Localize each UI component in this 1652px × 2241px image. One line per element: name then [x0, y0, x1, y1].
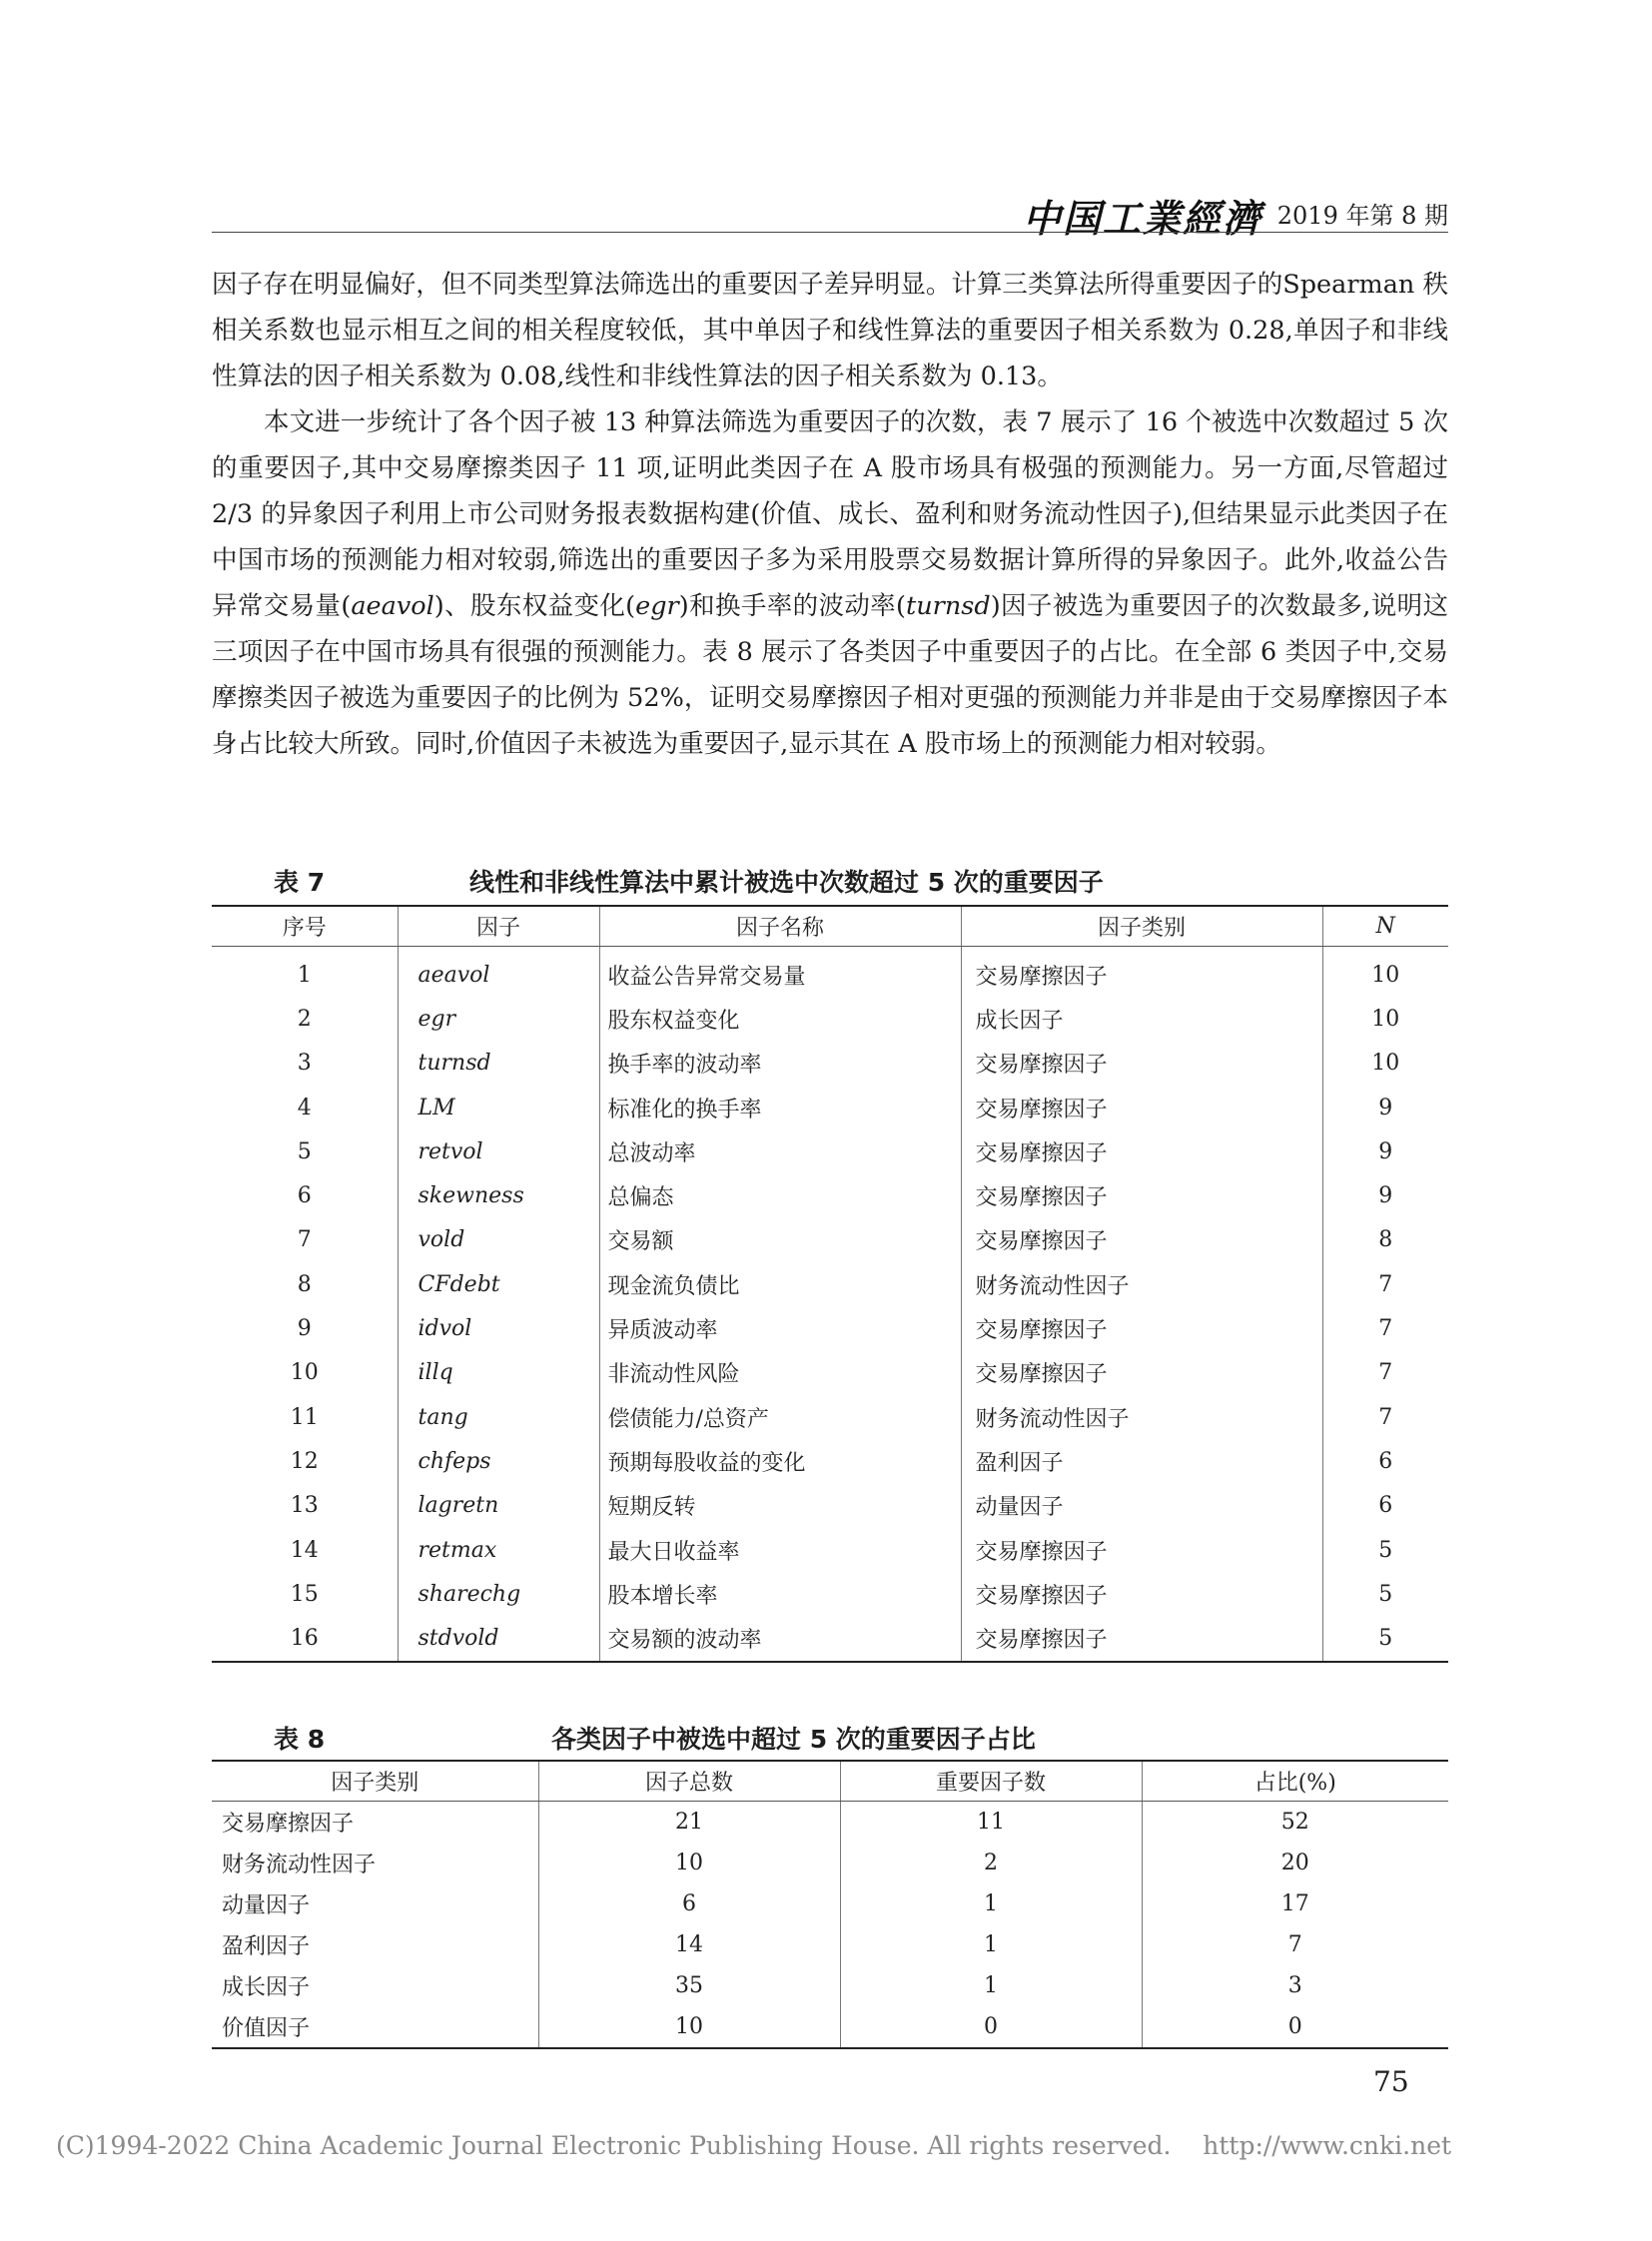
cell-n: 9: [1322, 1129, 1448, 1173]
table8-caption: [212, 1720, 1448, 1754]
table-row: [212, 1572, 1448, 1616]
cell-index: 9: [297, 1316, 312, 1342]
cell-share: 0: [1142, 2006, 1448, 2048]
cell-n: 7: [1322, 1395, 1448, 1439]
cell-factor-name: 短期反转: [599, 1484, 961, 1528]
cell-factor: stdvold: [398, 1616, 599, 1661]
cell-index: 3: [297, 1051, 312, 1077]
cell-n: 7: [1322, 1351, 1448, 1395]
cell-category: 盈利因子: [961, 1439, 1322, 1483]
cell-factor-name: 交易额: [599, 1218, 961, 1262]
table8-header-category: 因子类别: [212, 1761, 538, 1802]
running-header: [212, 188, 1448, 241]
table-row: [212, 1616, 1448, 1661]
cell-index: 16: [290, 1626, 319, 1652]
table-row: [212, 997, 1448, 1041]
cell-factor-name: 交易额的波动率: [599, 1616, 961, 1661]
cell-important: 2: [840, 1843, 1142, 1883]
p2-text-b: )、股东权益变化(: [433, 591, 636, 621]
p2-text-c: )和换手率的波动率(: [678, 591, 907, 621]
cell-n: 6: [1322, 1484, 1448, 1528]
cell-index: 13: [290, 1493, 319, 1519]
table-row: [212, 1924, 1448, 1965]
table-row: [212, 1262, 1448, 1306]
paragraph-1: 因子存在明显偏好，但不同类型算法筛选出的重要因子差异明显。计算三类算法所得重要因子的Spearman 秩相关系数也显示相互之间的相关程度较低，其中单因子和线性算法的重要因子相关系数为 0.28,单因子和非线性算法的因子相关系数为 0.08,线性和非线性算法的因子相关系数为 0.13。: [212, 270, 1448, 391]
cell-factor: CFdebt: [398, 1262, 599, 1306]
cell-total: 10: [538, 2006, 840, 2048]
p2-text-a: 本文进一步统计了各个因子被 13 种算法筛选为重要因子的次数，表 7 展示了 16 个被选中次数超过 5 次的重要因子,其中交易摩擦类因子 11 项,证明此类因子在 A 股市场具有极强的预测能力。另一方面,尽管超过 2/3 的异象因子利用上市公司财务报表数据构建(价值、成长、盈利和财务流动性因子),但结果显示此类因子在中国市场的预测能力相对较弱,筛选出的重要因子多为采用股票交易数据计算所得的异象因子。此外,收益公告异常交易量(: [212, 407, 1448, 621]
cell-category: 交易摩擦因子: [961, 1351, 1322, 1395]
cell-index: 11: [290, 1404, 319, 1430]
header-rule: [212, 232, 1448, 233]
cell-category: 交易摩擦因子: [222, 1812, 355, 1837]
cell-n: 10: [1322, 997, 1448, 1041]
cell-share: 17: [1142, 1883, 1448, 1924]
table8-header-total: 因子总数: [538, 1761, 840, 1802]
cell-total: 10: [538, 1843, 840, 1883]
cell-important: 1: [840, 1965, 1142, 2006]
table-row: [212, 1086, 1448, 1129]
cell-share: 3: [1142, 1965, 1448, 2006]
cell-factor: vold: [398, 1218, 599, 1262]
cell-factor-name: 换手率的波动率: [599, 1042, 961, 1086]
cell-category: 成长因子: [961, 997, 1322, 1041]
table8: [212, 1760, 1448, 2049]
cell-n: 5: [1322, 1572, 1448, 1616]
body-text: [212, 262, 1448, 767]
table-row: [212, 1306, 1448, 1350]
cell-n: 5: [1322, 1616, 1448, 1661]
table7-header-name: 因子名称: [599, 906, 961, 947]
cell-total: 35: [538, 1965, 840, 2006]
cell-category: 财务流动性因子: [961, 1395, 1322, 1439]
cell-category: 交易摩擦因子: [961, 1218, 1322, 1262]
table-row: [212, 1218, 1448, 1262]
table-row: [212, 947, 1448, 998]
cell-index: 2: [297, 1006, 312, 1032]
cell-n: 10: [1322, 1042, 1448, 1086]
cell-index: 8: [297, 1271, 312, 1297]
cell-total: 21: [538, 1802, 840, 1844]
table7: [212, 905, 1448, 1663]
journal-name: 中国工業經濟: [1022, 196, 1262, 241]
cell-factor: turnsd: [398, 1042, 599, 1086]
paragraph-2: [212, 399, 1448, 767]
cell-index: 5: [297, 1138, 312, 1164]
cell-factor-name: 总偏态: [599, 1173, 961, 1217]
table-row: [212, 1129, 1448, 1173]
table7-header-n: N: [1322, 906, 1448, 947]
table8-header-important: 重要因子数: [840, 1761, 1142, 1802]
table-row: [212, 1484, 1448, 1528]
p2-text-d: )因子被选为重要因子的次数最多,说明这三项因子在中国市场具有很强的预测能力。表 8 展示了各类因子中重要因子的占比。在全部 6 类因子中,交易摩擦类因子被选为重要因子的比例为 52%，证明交易摩擦因子相对更强的预测能力并非是由于交易摩擦因子本身占比较大所致。同时,价值因子未被选为重要因子,显示其在 A 股市场上的预测能力相对较弱。: [212, 591, 1448, 759]
table7-header-index: 序号: [212, 906, 398, 947]
table-row: [212, 1965, 1448, 2006]
cell-share: 7: [1142, 1924, 1448, 1965]
cell-factor-name: 最大日收益率: [599, 1528, 961, 1572]
cell-factor: illq: [398, 1351, 599, 1395]
cell-category: 交易摩擦因子: [961, 1528, 1322, 1572]
table-row: [212, 1395, 1448, 1439]
cell-index: 6: [297, 1183, 312, 1209]
cell-important: 0: [840, 2006, 1142, 2048]
p2-factor-egr: egr: [635, 591, 679, 621]
table7-title: 线性和非线性算法中累计被选中次数超过 5 次的重要因子: [469, 868, 1104, 897]
cell-category: 交易摩擦因子: [961, 1572, 1322, 1616]
table7-body: [212, 947, 1448, 1662]
cell-factor: retmax: [398, 1528, 599, 1572]
cell-factor-name: 股本增长率: [599, 1572, 961, 1616]
cell-n: 8: [1322, 1218, 1448, 1262]
table-row: [212, 1351, 1448, 1395]
page-number: 75: [1373, 2065, 1409, 2098]
table7-header-row: [212, 906, 1448, 947]
cell-important: 1: [840, 1924, 1142, 1965]
copyright-notice: (C)1994-2022 China Academic Journal Electronic Publishing House. All rights reserved. http://www.cnki.net: [56, 2131, 1452, 2160]
p2-factor-turnsd: turnsd: [906, 591, 991, 621]
cell-factor: sharechg: [398, 1572, 599, 1616]
cell-factor: tang: [398, 1395, 599, 1439]
cell-n: 7: [1322, 1262, 1448, 1306]
cell-important: 11: [840, 1802, 1142, 1844]
cell-important: 1: [840, 1883, 1142, 1924]
cell-category: 交易摩擦因子: [961, 1173, 1322, 1217]
cell-share: 52: [1142, 1802, 1448, 1844]
cell-share: 20: [1142, 1843, 1448, 1883]
cell-index: 7: [297, 1227, 312, 1253]
table8-body: [212, 1802, 1448, 2049]
cell-index: 14: [290, 1537, 319, 1563]
cell-factor: aeavol: [398, 947, 599, 998]
cell-factor-name: 异质波动率: [599, 1306, 961, 1350]
cell-factor-name: 股东权益变化: [599, 997, 961, 1041]
table-row: [212, 1802, 1448, 1844]
cell-factor: idvol: [398, 1306, 599, 1350]
table-row: [212, 1528, 1448, 1572]
table7-header-category: 因子类别: [961, 906, 1322, 947]
cell-category: 财务流动性因子: [961, 1262, 1322, 1306]
table-row: [212, 1042, 1448, 1086]
cell-total: 14: [538, 1924, 840, 1965]
cell-category: 交易摩擦因子: [961, 1306, 1322, 1350]
cell-category: 盈利因子: [222, 1934, 311, 1959]
cell-n: 9: [1322, 1086, 1448, 1129]
cell-factor: chfeps: [398, 1439, 599, 1483]
cell-category: 成长因子: [222, 1975, 311, 2000]
table-row: [212, 2006, 1448, 2048]
cell-category: 财务流动性因子: [222, 1853, 377, 1877]
cell-index: 10: [290, 1360, 319, 1386]
table7-header-factor: 因子: [398, 906, 599, 947]
table8-header-share: 占比(%): [1142, 1761, 1448, 1802]
cell-factor: retvol: [398, 1129, 599, 1173]
table-row: [212, 1173, 1448, 1217]
table7-label: 表 7: [274, 868, 326, 897]
cell-category: 交易摩擦因子: [961, 1129, 1322, 1173]
cell-index: 1: [297, 962, 312, 988]
cell-index: 12: [290, 1448, 319, 1474]
cell-factor: LM: [398, 1086, 599, 1129]
cell-n: 6: [1322, 1439, 1448, 1483]
cell-factor-name: 总波动率: [599, 1129, 961, 1173]
table-row: [212, 1439, 1448, 1483]
cell-factor: lagretn: [398, 1484, 599, 1528]
cell-factor-name: 标准化的换手率: [599, 1086, 961, 1129]
p2-factor-aeavol: aeavol: [351, 591, 434, 621]
cell-category: 交易摩擦因子: [961, 947, 1322, 998]
cell-index: 15: [290, 1581, 319, 1607]
cell-factor-name: 预期每股收益的变化: [599, 1439, 961, 1483]
cell-factor-name: 非流动性风险: [599, 1351, 961, 1395]
cell-factor-name: 收益公告异常交易量: [599, 947, 961, 998]
table8-title: 各类因子中被选中超过 5 次的重要因子占比: [551, 1725, 1036, 1754]
cell-n: 7: [1322, 1306, 1448, 1350]
table8-label: 表 8: [274, 1725, 326, 1754]
table7-caption: [212, 863, 1448, 897]
cell-category: 价值因子: [222, 2016, 311, 2041]
cell-factor: skewness: [398, 1173, 599, 1217]
cell-factor-name: 偿债能力/总资产: [599, 1395, 961, 1439]
cell-category: 动量因子: [222, 1893, 311, 1918]
cell-index: 4: [297, 1095, 312, 1120]
table-row: [212, 1883, 1448, 1924]
cell-category: 交易摩擦因子: [961, 1042, 1322, 1086]
table-row: [212, 1843, 1448, 1883]
cell-total: 6: [538, 1883, 840, 1924]
cell-n: 5: [1322, 1528, 1448, 1572]
table8-header-row: [212, 1761, 1448, 1802]
cell-n: 9: [1322, 1173, 1448, 1217]
cell-factor-name: 现金流负债比: [599, 1262, 961, 1306]
cell-n: 10: [1322, 947, 1448, 998]
cell-category: 动量因子: [961, 1484, 1322, 1528]
cell-category: 交易摩擦因子: [961, 1616, 1322, 1661]
cell-category: 交易摩擦因子: [961, 1086, 1322, 1129]
issue-label: 2019 年第 8 期: [1276, 202, 1448, 230]
cell-factor: egr: [398, 997, 599, 1041]
